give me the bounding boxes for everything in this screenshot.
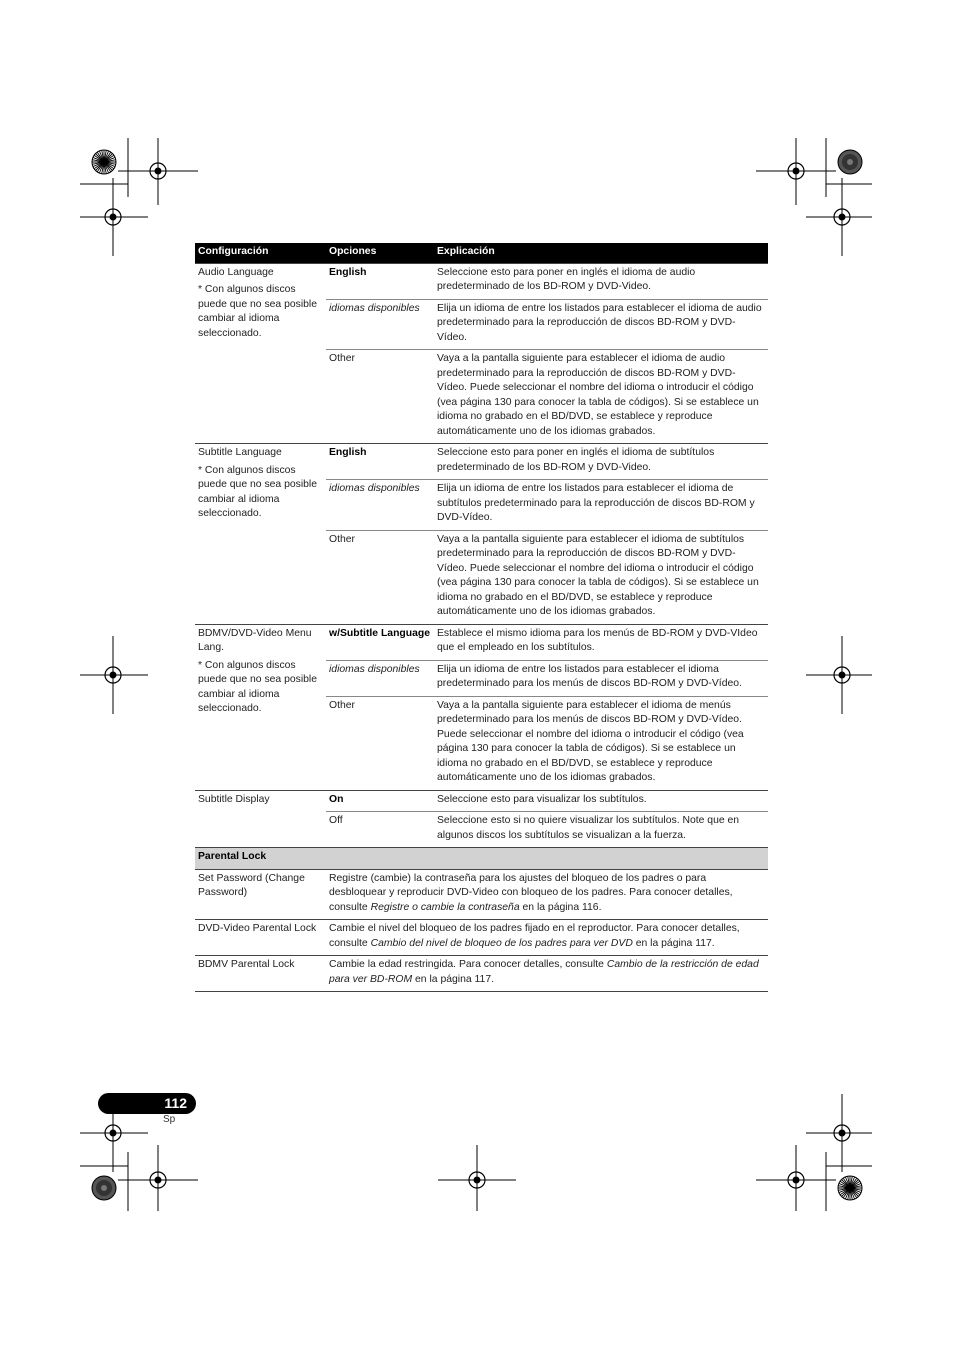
option-explanation: Elija un idioma de entre los listados para establecer el idioma de audio predeterminado para la reproducción de discos BD-ROM y DVD-Vídeo. [434, 299, 768, 350]
header-opciones: Opciones [326, 243, 434, 263]
setting-name: Audio Language [198, 266, 274, 278]
setting-explanation: Registre (cambie) la contraseña para los ajustes del bloqueo de los padres o para desbloquear y reproducir DVD-Video con bloqueo de los padres. Para conocer detalles, consulte Registre o cambie la contraseña en la página 116. [329, 872, 733, 913]
setting-name: BDMV/DVD-Video Menu Lang. [198, 627, 312, 653]
option-explanation: Seleccione esto para poner en inglés el idioma de subtítulos predeterminado de los BD-ROM y DVD-Video. [434, 444, 768, 480]
cross-reference: Cambio de la restricción de edad para ver BD-ROM [329, 959, 759, 985]
option-label: English [326, 263, 434, 299]
cross-reference: Cambio del nivel de bloqueo de los padres para ver DVD [370, 937, 633, 949]
table-row [195, 920, 768, 956]
table-row [195, 790, 768, 812]
setting-explanation: Cambie el nivel del bloqueo de los padres fijado en el reproductor. Para conocer detalles, consulte Cambio del nivel de bloqueo de los padres para ver DVD en la página 117. [326, 920, 768, 956]
page-number: 112 [98, 1093, 196, 1114]
page-language: Sp [163, 1114, 176, 1125]
option-label: Other [326, 696, 434, 790]
setting-cell [195, 790, 326, 848]
table-header-row [195, 243, 768, 263]
option-label: Other [326, 350, 434, 444]
option-label: Off [326, 812, 434, 848]
option-label: Other [326, 530, 434, 624]
table-row [195, 263, 768, 299]
section-title: Parental Lock [195, 848, 768, 870]
option-explanation: Elija un idioma de entre los listados para establecer el idioma predeterminado para los menús de discos BD-ROM y DVD-Vídeo. [434, 660, 768, 696]
option-explanation: Seleccione esto para visualizar los subtítulos. [434, 790, 768, 812]
option-explanation: Vaya a la pantalla siguiente para establecer el idioma de menús predeterminado para los menús de discos BD-ROM y DVD-Vídeo. Puede seleccionar el nombre del idioma o introducir el código (vea página 130 para conocer la tabla de códigos). Si se establece un idioma no grabado en el BD/DVD, se establece y reproduce automáticamente uno de los idiomas grabados. [434, 696, 768, 790]
setting-name: Set Password (Change Password) [198, 872, 305, 898]
option-label: w/Subtitle Language [326, 624, 434, 660]
setting-note: * Con algunos discos puede que no sea posible cambiar al idioma seleccionado. [198, 464, 318, 519]
setting-note: * Con algunos discos puede que no sea posible cambiar al idioma seleccionado. [198, 284, 318, 339]
option-explanation: Seleccione esto si no quiere visualizar los subtítulos. Note que en algunos discos los subtítulos se visualizan a la fuerza. [434, 812, 768, 848]
setting-explanation: Cambie la edad restringida. Para conocer detalles, consulte Cambio de la restricción de edad para ver BD-ROM en la página 117. [326, 956, 768, 992]
table-row [195, 869, 768, 920]
option-explanation: Establece el mismo idioma para los menús de BD-ROM y DVD-VIdeo que el empleado en los subtítulos. [434, 624, 768, 660]
header-explicacion: Explicación [434, 243, 768, 263]
setting-name: Subtitle Display [198, 793, 270, 805]
option-explanation: Seleccione esto para poner en inglés el idioma de audio predeterminado de los BD-ROM y DVD-Video. [434, 263, 768, 299]
section-header-row [195, 848, 768, 870]
option-explanation: Vaya a la pantalla siguiente para establecer el idioma de subtítulos predeterminado para la reproducción de discos BD-ROM y DVD-Vídeo. Puede seleccionar el nombre del idioma o introducir el código (vea página 130 para conocer la tabla de códigos). Si se establece un idioma no grabado en el BD/DVD, se establece y reproduce automáticamente uno de los idiomas grabados. [434, 530, 768, 624]
option-label: English [326, 444, 434, 480]
setting-note: * Con algunos discos puede que no sea posible cambiar al idioma seleccionado. [198, 659, 318, 714]
setting-cell [195, 624, 326, 790]
option-explanation: Vaya a la pantalla siguiente para establecer el idioma de audio predeterminado para la reproducción de discos BD-ROM y DVD-Vídeo. Puede seleccionar el nombre del idioma o introducir el código (vea página 130 para conocer la tabla de códigos). Si se establece un idioma no grabado en el BD/DVD, se establece y reproduce automáticamente uno de los idiomas grabados. [434, 350, 768, 444]
setting-cell [195, 444, 326, 625]
settings-table [195, 243, 768, 992]
table-row [195, 956, 768, 992]
setting-name: BDMV Parental Lock [195, 956, 326, 992]
header-configuracion: Configuración [195, 243, 326, 263]
setting-cell [195, 263, 326, 444]
option-label: On [326, 790, 434, 812]
option-label: idiomas disponibles [326, 660, 434, 696]
option-explanation: Elija un idioma de entre los listados para establecer el idioma de subtítulos predeterminado para la reproducción de discos BD-ROM y DVD-Vídeo. [434, 480, 768, 531]
option-label: idiomas disponibles [326, 480, 434, 531]
table-row [195, 624, 768, 660]
setting-name: DVD-Video Parental Lock [195, 920, 326, 956]
cross-reference: Registre o cambie la contraseña [370, 901, 520, 913]
table-row [195, 444, 768, 480]
setting-name: Subtitle Language [198, 447, 282, 458]
option-label: idiomas disponibles [326, 299, 434, 350]
